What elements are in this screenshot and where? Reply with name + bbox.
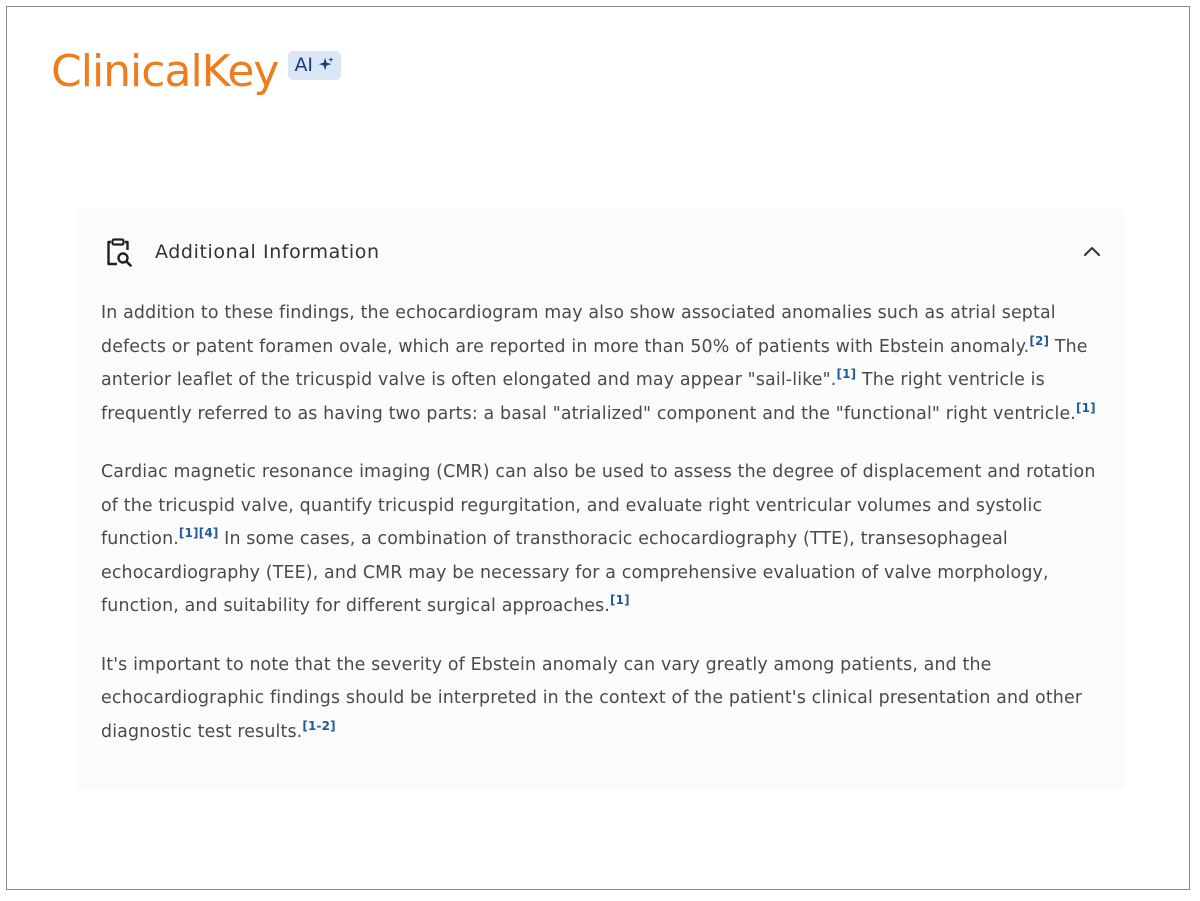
card-header[interactable] — [105, 235, 1105, 269]
paragraph-text: The right ventricle is frequently referred to as having two parts: a basal "atrialized" component and the "functional" right ventricle. — [101, 370, 1076, 424]
clipboard-search-icon — [105, 237, 133, 267]
section-title: Additional Information — [155, 241, 380, 263]
page-frame — [6, 6, 1190, 890]
brand-name: ClinicalKey — [51, 46, 279, 97]
paragraph-text: The anterior leaflet of the tricuspid valve is often elongated and may appear "sail-like". — [101, 336, 1088, 390]
citation-link[interactable]: [1] — [610, 593, 630, 607]
paragraph-text: In addition to these findings, the echocardiogram may also show associated anomalies such as atrial septal defects or patent foramen ovale, which are reported in more than 50% of patients with Ebstein anomaly. — [101, 303, 1056, 357]
paragraph-text: It's important to note that the severity of Ebstein anomaly can vary greatly among patients, and the echocardiographic findings should be interpreted in the context of the patient's clinical presentation and other diagnostic test results. — [101, 654, 1083, 742]
citation-link[interactable]: [1] — [836, 367, 857, 381]
paragraph-3 — [101, 649, 1111, 750]
paragraph-2 — [101, 456, 1111, 624]
additional-information-card — [77, 209, 1125, 789]
ai-badge-label: AI — [294, 54, 314, 76]
citation-link[interactable]: [4] — [198, 526, 219, 540]
citation-link[interactable]: [1-2] — [302, 718, 336, 733]
citation-link[interactable]: [1] — [178, 526, 199, 540]
paragraph-1 — [101, 297, 1111, 431]
ai-badge — [288, 51, 341, 80]
citation-link[interactable]: [1] — [1075, 400, 1096, 415]
paragraph-text: In some cases, a combination of transthoracic echocardiography (TTE), transesophageal echocardiography (TEE), and CMR may be necessary for a comprehensive evaluation of valve morphology, function, and suitability for different surgical approaches. — [101, 529, 1049, 616]
paragraph-text: Cardiac magnetic resonance imaging (CMR) can also be used to assess the degree of displacement and rotation of the tricuspid valve, quantify tricuspid regurgitation, and evaluate right ventricular volumes and systolic function. — [101, 462, 1096, 549]
sparkle-icon — [317, 56, 335, 74]
clinicalkey-logo[interactable] — [51, 43, 341, 101]
section-body — [101, 297, 1111, 774]
citation-link[interactable]: [2] — [1029, 333, 1050, 348]
chevron-up-icon[interactable] — [1079, 239, 1105, 265]
